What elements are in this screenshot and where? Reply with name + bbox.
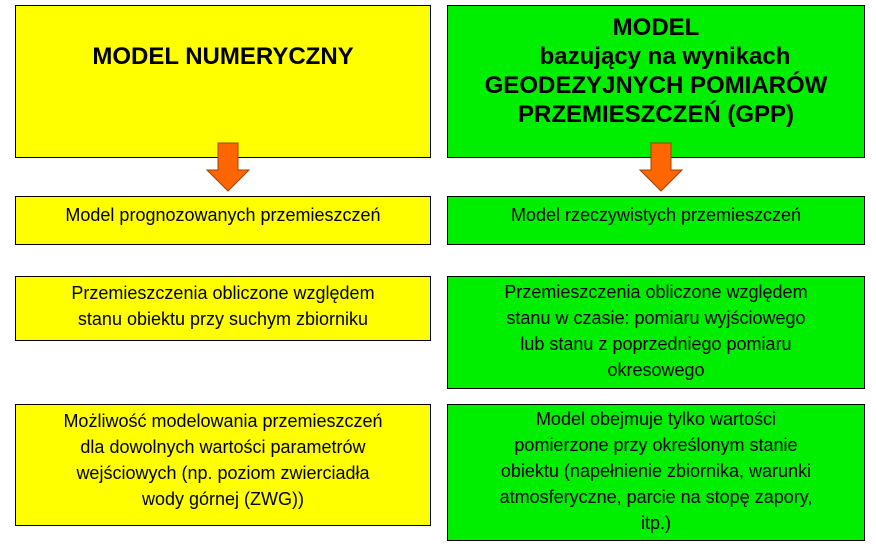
modeling-capability-line-3: wejściowych (np. poziom zwierciadła <box>76 463 370 483</box>
left-down-arrow-icon <box>206 142 250 192</box>
modeling-capability-line-4: wody górnej (ZWG)) <box>141 489 305 509</box>
measured-values-line-5: itp.) <box>640 512 671 533</box>
modeling-capability-line-2: dla dowolnych wartości parametrów <box>80 437 366 457</box>
measured-values-line-1: Model obejmuje tylko wartości <box>535 408 777 429</box>
numerical-model-header <box>15 5 431 158</box>
measured-values-line-2: pomierzone przy określonym stanie <box>514 434 798 455</box>
predicted-displacements-box <box>15 196 431 245</box>
reference-time-line-4: okresowego <box>607 359 705 380</box>
reference-dry-line-2: stanu obiektu przy suchym zbiorniku <box>77 308 369 329</box>
predicted-displacements-text: Model prognozowanych przemieszczeń <box>65 204 381 225</box>
gpp-model-header <box>447 5 865 158</box>
modeling-capability-line-1: Możliwość modelowania przemieszczeń <box>63 411 383 431</box>
measured-values-line-4: atmosferyczne, parcie na stopę zapory, <box>499 486 813 507</box>
reference-time-box <box>447 276 865 389</box>
modeling-capability-box <box>15 404 431 526</box>
reference-time-line-1: Przemieszczenia obliczone względem <box>504 281 808 302</box>
gpp-title-line-4: PRZEMIESZCZEŃ (GPP) <box>517 101 794 128</box>
reference-dry-line-1: Przemieszczenia obliczone względem <box>71 282 375 303</box>
reference-dry-reservoir-box <box>15 276 431 341</box>
gpp-title-line-3: GEODEZYJNYCH POMIARÓW <box>484 72 828 99</box>
measured-values-line-3: obiektu (napełnienie zbiornika, warunki <box>500 460 812 481</box>
gpp-title-line-2: bazujący na wynikach <box>539 43 791 70</box>
reference-time-line-3: lub stanu z poprzedniego pomiaru <box>520 333 792 354</box>
reference-time-line-2: stanu w czasie: pomiaru wyjściowego <box>506 307 806 328</box>
actual-displacements-box <box>447 196 865 245</box>
right-down-arrow-icon <box>639 142 683 192</box>
gpp-title-line-1: MODEL <box>612 14 700 41</box>
numerical-model-title: MODEL NUMERYCZNY <box>92 43 354 70</box>
actual-displacements-text: Model rzeczywistych przemieszczeń <box>510 204 802 225</box>
measured-values-box <box>447 404 865 541</box>
